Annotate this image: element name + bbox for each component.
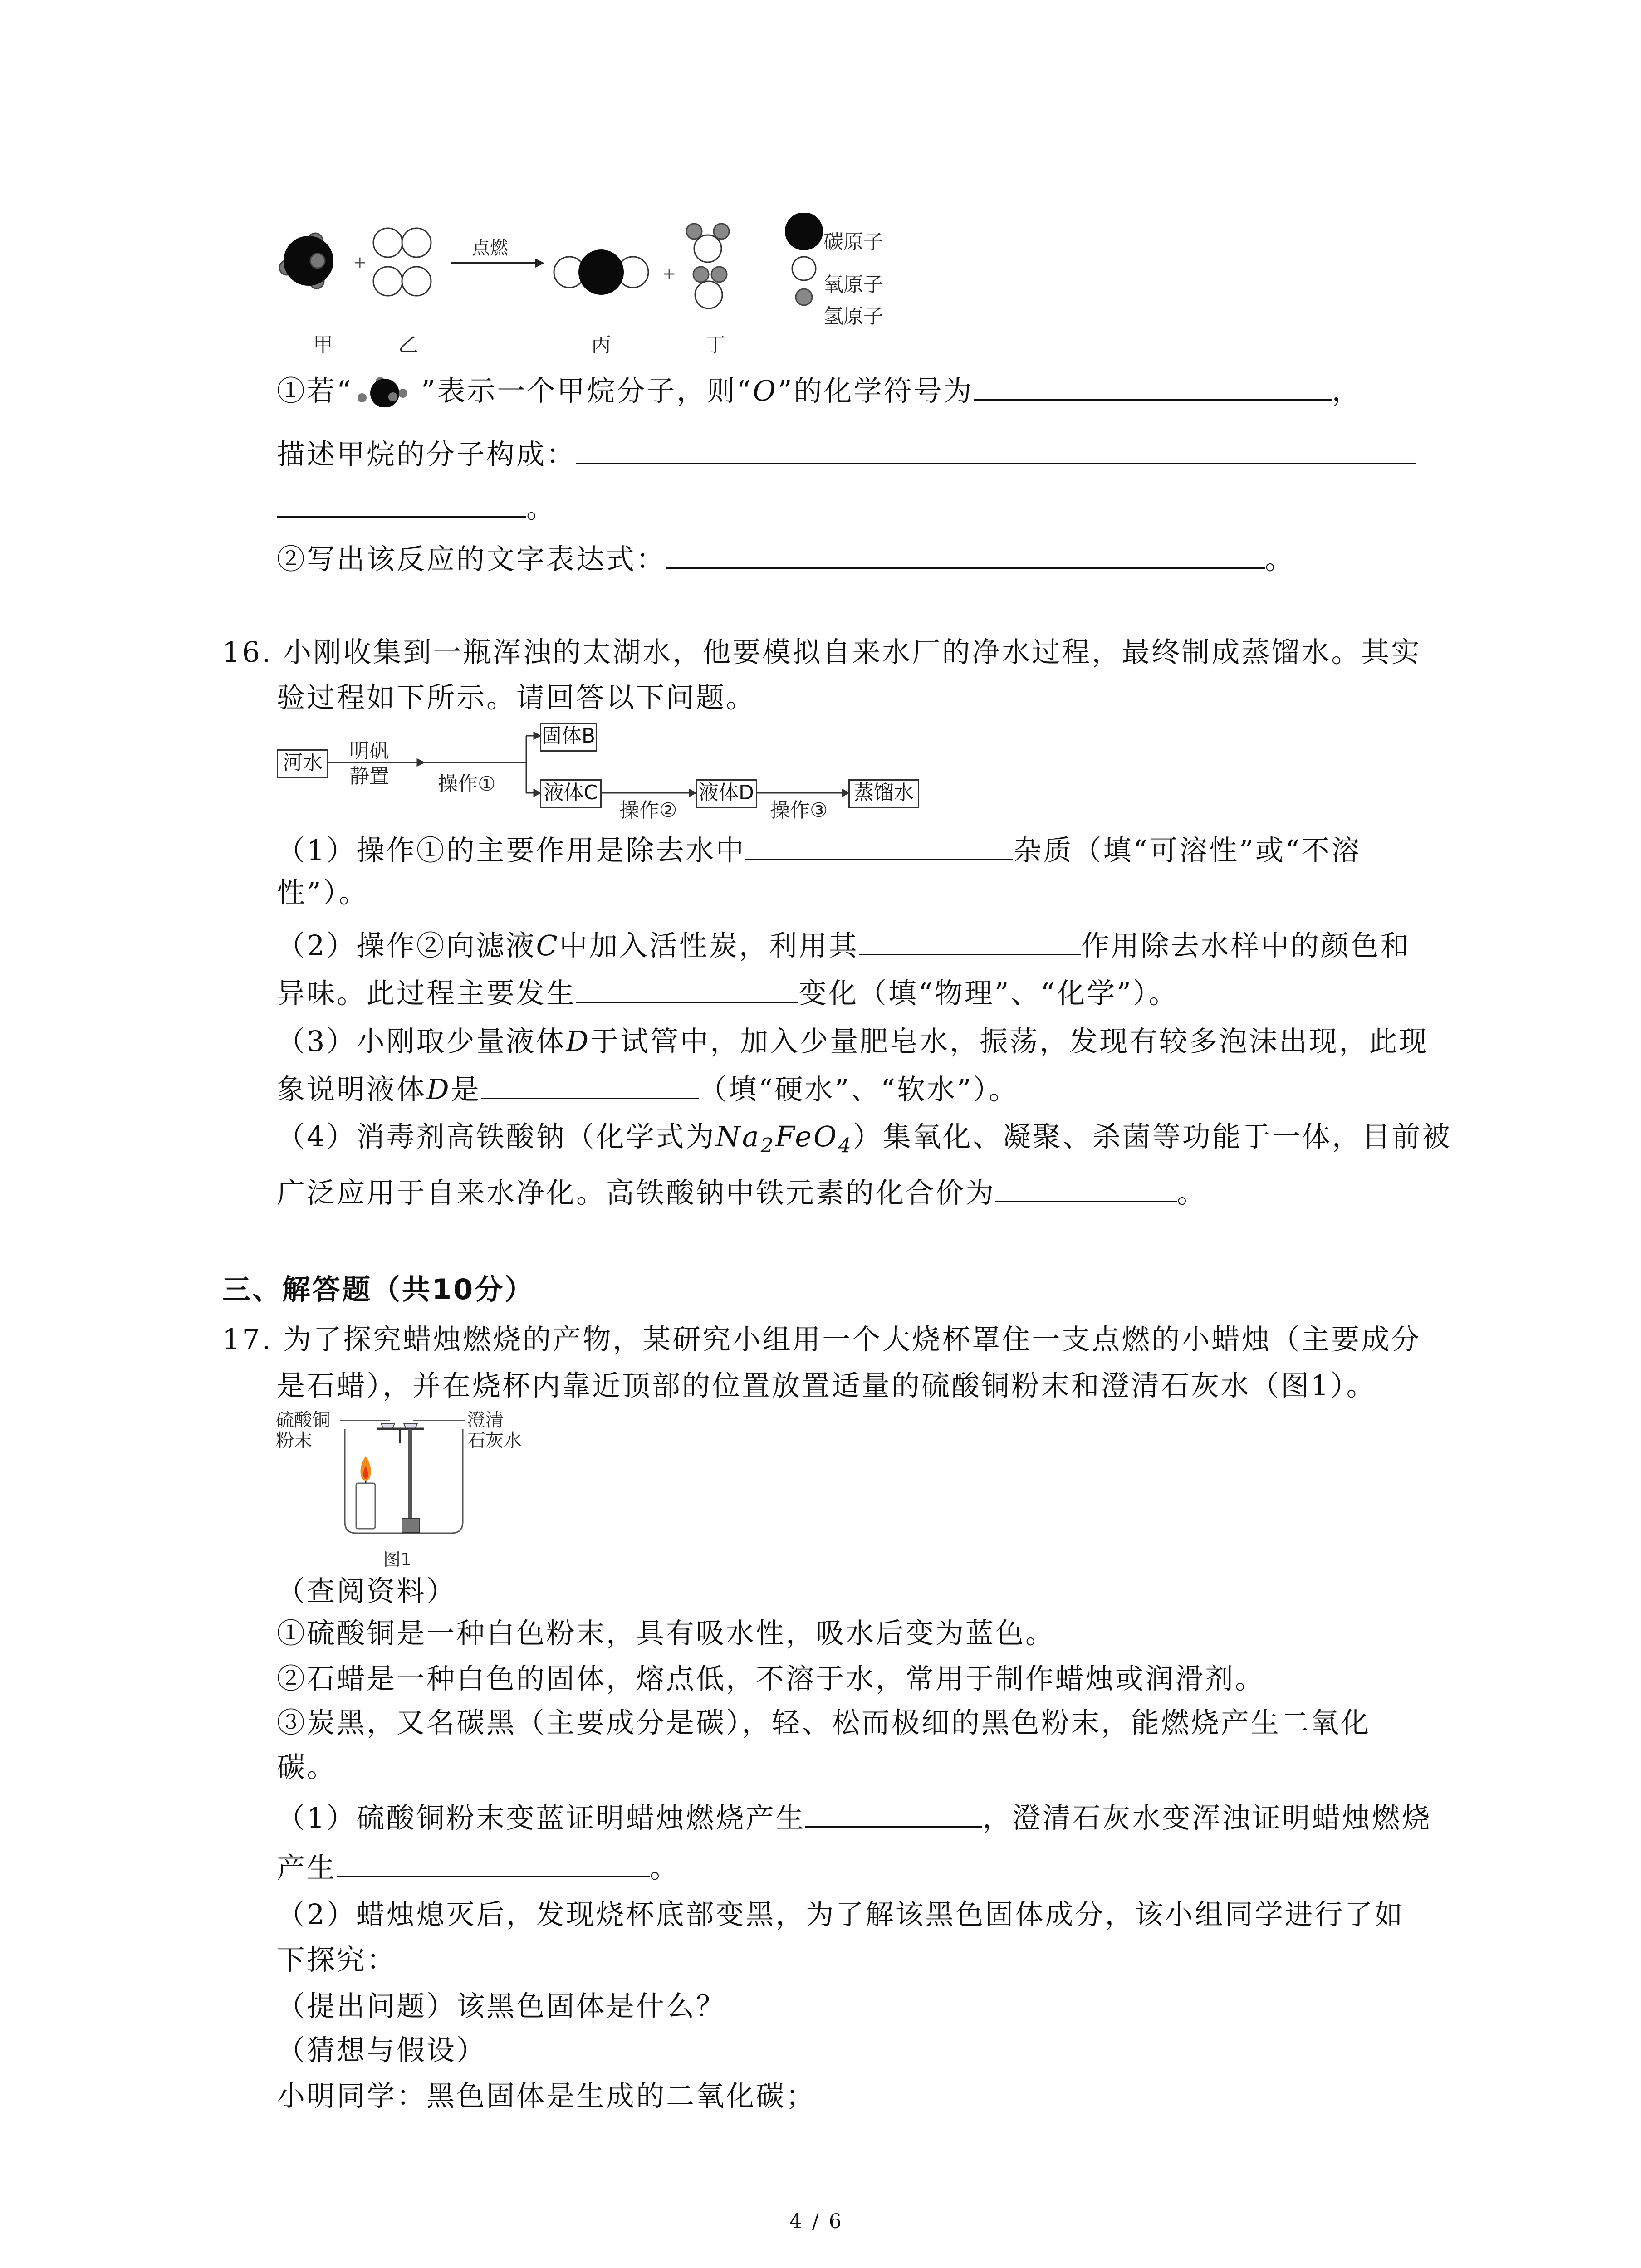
q17-ref-3b: 碳。 [277,1750,337,1784]
flow-op1-label: 操作① [438,772,496,796]
q17-sub1-line2: 产生 。 [277,1850,680,1885]
q17-ref-3a: ③炭黑，又名碳黑（主要成分是碳），轻、松而极细的黑色粉末，能燃烧产生二氧化 [277,1706,1371,1739]
q15-part2: ②写出该反应的文字表达式： 。 [277,541,1295,577]
flow-river-water: 河水 [277,749,328,778]
q17-question-title: （提出问题）该黑色固体是什么？ [277,1989,726,2023]
label-ding: 丁 [705,333,725,357]
label-yi: 乙 [398,333,418,357]
q16-sub2-line1: （2）操作②向滤液C中加入活性炭，利用其 作用除去水样中的颜色和 [277,928,1411,963]
q15-part1-line1: ①若“ ”表示一个甲烷分子，则“O”的化学符号为 ， [277,373,1362,408]
q16-impurity-blank[interactable] [745,832,1013,860]
carbon-dioxide-icon [554,249,648,295]
q16-valence-blank[interactable] [995,1175,1177,1202]
q16-sub2-line2: 异味。此过程主要发生 变化（填“物理”、“化学”）。 [277,975,1179,1011]
oxygen-molecules-icon [373,228,431,296]
q17-sub2-line2: 下探究： [277,1943,397,1976]
flow-reagent-alum: 明矾 [349,739,389,763]
q17-product-2-blank[interactable] [337,1850,650,1877]
flow-liquid-c: 液体C [540,779,602,808]
sodium-ferrate-formula: $Na_2FeO_4$ [715,1120,853,1158]
q15-part1-line2: 描述甲烷的分子构成： [277,436,1416,472]
legend-hydrogen-label: 氢原子 [823,305,883,328]
q17-intro-2: 是石蜡），并在烧杯内靠近顶部的位置放置适量的硫酸铜粉末和澄清石灰水（图1）。 [277,1369,1376,1402]
q16-sub1-line1: （1）操作①的主要作用是除去水中 杂质（填“可溶性”或“不溶 [277,832,1362,868]
q16-water-type-blank[interactable] [481,1071,699,1099]
q17-hypothesis-title: （猜想与假设） [277,2033,487,2067]
q16-carbon-action-blank[interactable] [859,928,1081,955]
section3-heading: 三、解答题（共10分） [222,1273,535,1306]
q17-hypothesis-1: 小明同学：黑色固体是生成的二氧化碳； [277,2079,816,2112]
flow-distilled-water: 蒸馏水 [848,779,919,808]
q17-ref-1: ①硫酸铜是一种白色粉末，具有吸水性，吸水后变为蓝色。 [277,1617,1056,1650]
candle-beaker-figure [336,1411,472,1547]
flow-op2-label: 操作② [619,799,677,822]
q17-sub2-line1: （2）蜡烛熄灭后，发现烧杯底部变黑，为了解该黑色固体成分，该小组同学进行了如 [277,1898,1405,1931]
reaction-condition: 点燃 [472,238,508,259]
legend-oxygen-label: 氧原子 [823,273,883,296]
svg-text:+: + [662,264,676,283]
fig1-left-label-2: 粉末 [276,1430,312,1451]
flow-solid-b: 固体B [540,723,597,752]
q15-expression-blank[interactable] [666,541,1265,569]
flow-op3-label: 操作③ [770,799,828,822]
legend-carbon-label: 碳原子 [823,230,883,254]
q16-sub4-line2: 广泛应用于自来水净化。高铁酸钠中铁元素的化合价为 。 [277,1175,1207,1210]
q15-part1-line3: 。 [277,490,556,525]
flow-reagent-settle: 静置 [349,765,389,788]
q16-intro-2: 验过程如下所示。请回答以下问题。 [277,681,756,714]
q16-sub3-line2: 象说明液体D是 （填“硬水”、“软水”）。 [277,1071,1019,1107]
q17-intro-1: 17. 为了探究蜡烛燃烧的产物，某研究小组用一个大烧杯罩住一支点燃的小蜡烛（主要成分 [222,1323,1421,1356]
q16-change-type-blank[interactable] [576,975,798,1003]
label-jia: 甲 [313,333,333,357]
reaction-arrow [451,259,544,268]
page-number: 4 / 6 [789,2210,843,2233]
atom-legend [785,213,823,305]
flow-arrows [272,717,930,821]
fig1-right-label-1: 澄清 [467,1410,504,1431]
q17-ref-title: （查阅资料） [277,1574,457,1608]
methane-molecule-icon [279,233,333,288]
fig1-caption: 图1 [383,1549,412,1569]
q16-sub4-line1: （4）消毒剂高铁酸钠（化学式为$Na_2FeO_4$）集氧化、凝聚、杀菌等功能于一体，目前被 [277,1120,1452,1158]
methane-inline-icon [353,375,421,407]
q15-composition-blank-2[interactable] [277,490,526,518]
svg-text:+: + [353,253,367,272]
flow-liquid-d: 液体D [696,779,757,808]
q15-composition-blank[interactable] [576,436,1416,464]
q17-ref-2: ②石蜡是一种白色的固体，熔点低，不溶于水，常用于制作蜡烛或润滑剂。 [277,1662,1265,1695]
q16-sub3-line1: （3）小刚取少量液体D于试管中，加入少量肥皂水，振荡，发现有较多泡沫出现，此现 [277,1025,1429,1058]
q16-sub1-line2: 性”）。 [277,876,369,909]
label-bing: 丙 [591,333,611,357]
q17-product-1-blank[interactable] [805,1800,982,1828]
q17-sub1-line1: （1）硫酸铜粉末变蓝证明蜡烛燃烧产生 ，澄清石灰水变浑浊证明蜡烛燃烧 [277,1800,1431,1835]
water-molecules-icon [686,224,729,308]
q16-intro-1: 16. 小刚收集到一瓶浑浊的太湖水，他要模拟自来水厂的净水过程，最终制成蒸馏水。其实 [222,635,1421,669]
q15-symbol-blank[interactable] [974,373,1332,401]
fig1-left-label-1: 硫酸铜 [276,1410,330,1431]
fig1-right-label-2: 石灰水 [467,1430,522,1451]
